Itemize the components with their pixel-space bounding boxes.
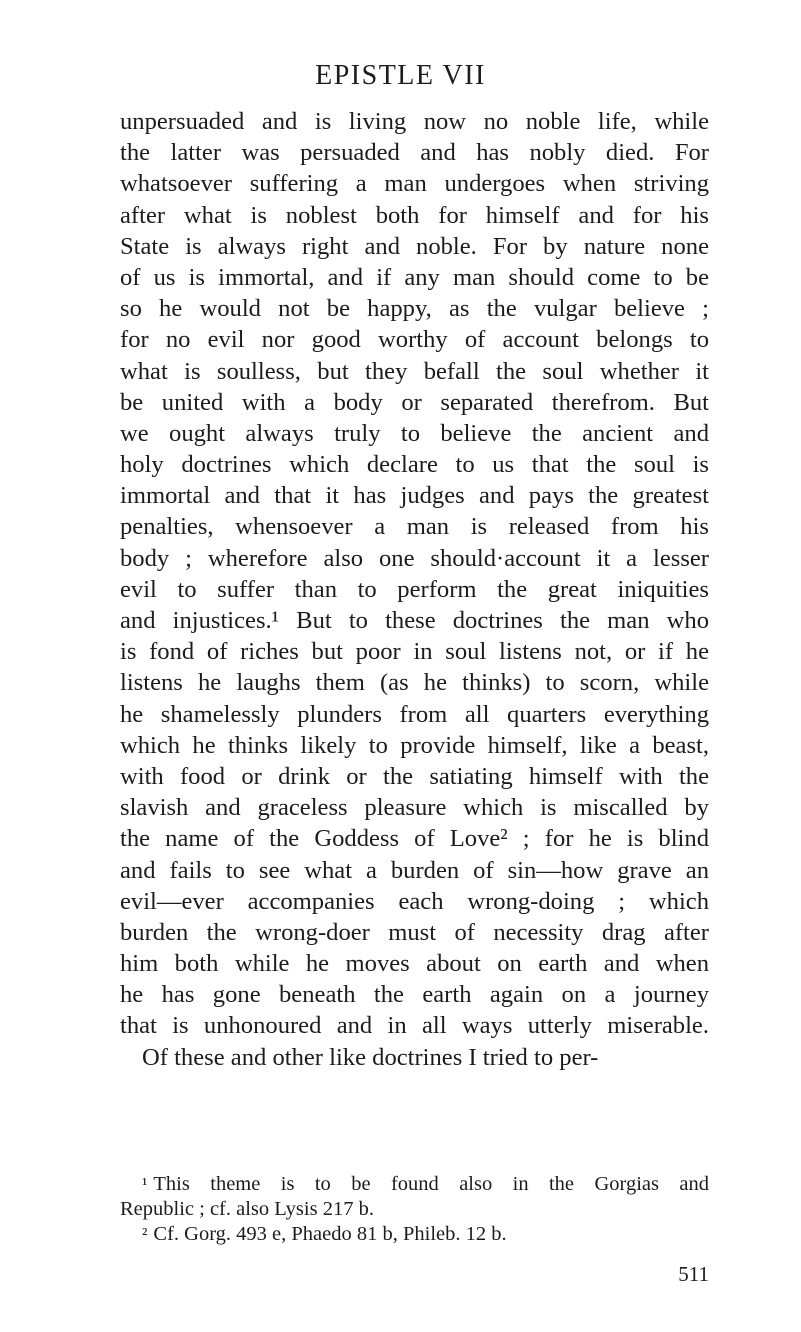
text-line: the latter was persuaded and has nobly died. For (120, 139, 709, 167)
text-line: he has gone beneath the earth again on a journey (120, 981, 709, 1009)
text-line: and fails to see what a burden of sin—how grave an (120, 856, 709, 884)
text-line: penalties, whensoever a man is released from his (120, 513, 709, 541)
text-line: of us is immortal, and if any man should come to be (120, 263, 709, 291)
text-line: unpersuaded and is living now no noble life, while (120, 108, 709, 135)
text-line: listens he laughs them (as he thinks) to scorn, while (120, 669, 709, 697)
text-line: evil to suffer than to perform the great iniquities (120, 575, 709, 603)
text-line: he shamelessly plunders from all quarters everything (120, 700, 709, 728)
text-line: be united with a body or separated therefrom. But (120, 388, 709, 416)
text-line: holy doctrines which declare to us that the soul is (120, 451, 709, 479)
text-line: is fond of riches but poor in soul listens not, or if he (120, 638, 709, 666)
text-line: body ; wherefore also one should·account it a lesser (120, 544, 709, 572)
text-line: so he would not be happy, as the vulgar believe ; (120, 295, 709, 323)
footnote-2 (120, 1222, 709, 1247)
footnotes (120, 1172, 709, 1246)
page-number: 511 (678, 1262, 709, 1286)
text-line: we ought always truly to believe the ancient and (120, 419, 709, 447)
text-line: after what is noblest both for himself and for his (120, 201, 709, 229)
text-line: Of these and other like doctrines I tried to per- (142, 1043, 599, 1071)
text-line: which he thinks likely to provide himself, like a beast, (120, 731, 709, 759)
main-text (120, 106, 709, 1073)
text-line: State is always right and noble. For by nature none (120, 232, 709, 260)
text-line: for no evil nor good worthy of account belongs to (120, 326, 709, 354)
footnote-1 (120, 1172, 709, 1197)
text-line: with food or drink or the satiating himself with the (120, 762, 709, 790)
text-line: slavish and graceless pleasure which is miscalled by (120, 794, 709, 822)
footnote-mark: ¹ (142, 1174, 148, 1194)
text-line: and injustices.¹ But to these doctrines the man who (120, 607, 709, 634)
text-line: evil—ever accompanies each wrong-doing ; which (120, 887, 709, 915)
text-line: burden the wrong-doer must of necessity drag after (120, 918, 709, 946)
text-line: that is unhonoured and in all ways utterly miserable. (120, 1012, 709, 1040)
footnote-1-continued: Republic ; cf. also Lysis 217 b. (120, 1197, 374, 1220)
text-line: him both while he moves about on earth and when (120, 950, 709, 978)
text-line: what is soulless, but they befall the soul whether it (120, 357, 709, 385)
footnote-text: This theme is to be found also in the Gorgias and (153, 1173, 709, 1195)
running-header: EPISTLE VII (315, 60, 486, 91)
footnote-text: Cf. Gorg. 493 e, Phaedo 81 b, Phileb. 12 b. (153, 1222, 507, 1245)
footnote-mark: ² (142, 1223, 148, 1244)
text-line: whatsoever suffering a man undergoes when striving (120, 170, 709, 198)
text-line: the name of the Goddess of Love² ; for he is blind (120, 825, 709, 853)
text-line: immortal and that it has judges and pays the greatest (120, 482, 709, 510)
